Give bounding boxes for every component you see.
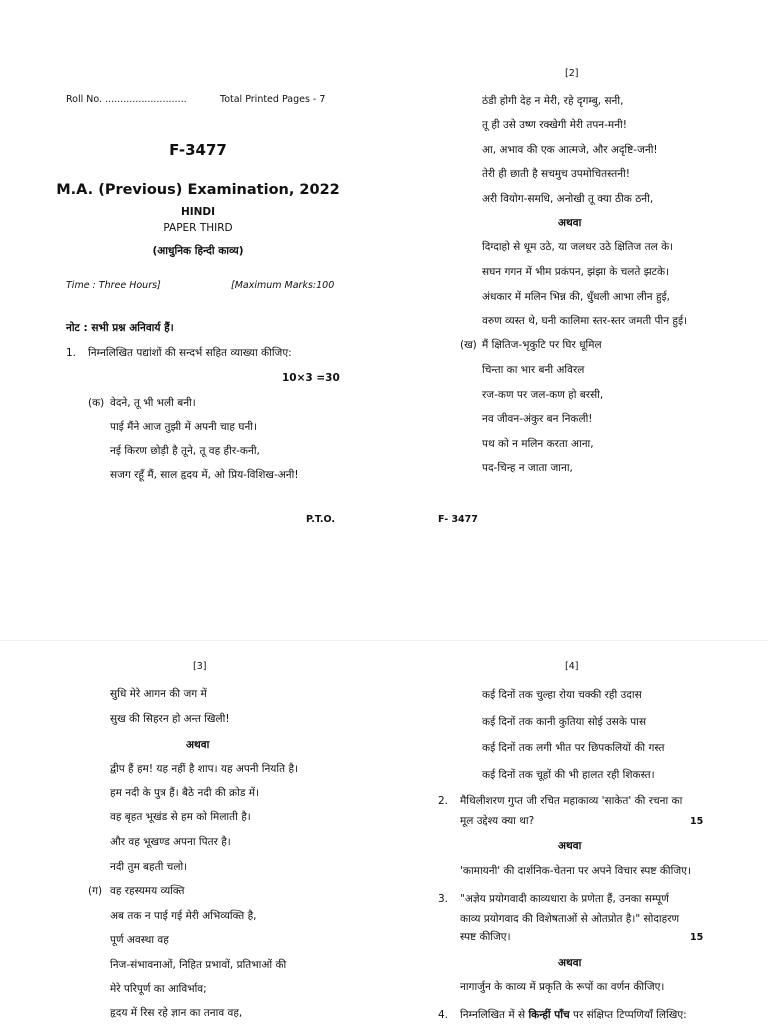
paper-code: F-3477 [169,141,227,159]
verse-line: अंधकार में मलिन भिन्न की, धुँधली आभा लीन हुई, [482,291,671,303]
question-4-text-post: पर संक्षिप्त टिप्पणियाँ लिखिए: [569,1009,687,1021]
verse-line: हम नदी के पुत्र हैं। बैठे नदी की क्रोड में। [110,787,260,799]
page-3 [0,640,384,1024]
question-4-text-pre: निम्नलिखित में से [460,1009,529,1021]
option-kha-line: मैं क्षितिज-भृकुटि पर घिर धूमिल [482,339,602,351]
option-ka-line: नई किरण छोड़ी है तूने, तू वह हीर-कनी, [110,445,260,457]
verse-line: दिग्दाहो से धूम उठे, या जलधर उठे क्षितिज तल के। [482,241,674,253]
maximum-marks: [Maximum Marks:100 [231,280,335,291]
footer-paper-code: F- 3477 [438,514,478,525]
option-kha-line: रज-कण पर जल-कण हो बरसी, [482,389,604,401]
poem-line: कई दिनों तक लगी भीत पर छिपकलियों की गस्त [482,742,665,754]
question-3-text: "अज्ञेय प्रयोगवादी काव्यधारा के प्रणेता हैं, उनका सम्पूर्ण [460,893,669,905]
exam-time: Time : Three Hours] [66,280,161,291]
verse-line: वह बृहत भूखंड से हम को मिलाती है। [110,811,251,823]
verse-line: तेरी ही छाती है सचमुच उपमोचितस्तनी! [482,168,630,180]
option-kha-line: नव जीवन-अंकुर बन निकली! [482,413,593,425]
verse-line: तू ही उसे उष्ण रक्खेगी मेरी तपन-मनी! [482,119,627,131]
question-3-alternative: नागार्जुन के काव्य में प्रकृति के रूपों का वर्णन कीजिए। [460,981,665,993]
page-number: [3] [193,661,207,672]
question-2-text: मैथिलीशरण गुप्त जी रचित महाकाव्य 'साकेत' की रचना का [460,795,683,807]
question-4-text [460,1008,687,1022]
exam-title: M.A. (Previous) Examination, 2022 [56,182,340,198]
option-ga-line: पूर्ण अवस्था वह [110,934,169,946]
please-turn-over: P.T.O. [306,514,335,525]
question-2-number: 2. [438,795,449,807]
verse-line: द्वीप हैं हम! यह नहीं है शाप। यह अपनी नियति है। [110,763,298,775]
option-ka-line: सजग रहूँ मैं, साल हृदय में, ओ प्रिय-विशिख-अनी! [110,469,299,481]
question-3-number: 3. [438,893,449,905]
roll-number: Roll No. ........................... [66,94,187,105]
athava-heading: अथवा [186,739,210,751]
question-1-marks: 10×3 =30 [282,372,340,384]
athava-heading: अथवा [558,957,582,969]
verse-line: सघन गगन में भीम प्रकंपन, झंझा के चलते झटके। [482,266,670,278]
question-1-text: निम्नलिखित पद्यांशों की सन्दर्भ सहित व्याख्या कीजिए: [88,347,292,359]
athava-heading: अथवा [558,840,582,852]
question-1-number: 1. [66,347,77,359]
paper-name: (आधुनिक हिन्दी काव्य) [152,245,244,257]
verse-line: अरी वियोग-समधि, अनोखी तू क्या ठीक ठनी, [482,193,654,205]
page-2 [384,0,768,640]
verse-line: ठंडी होगी देह न मेरी, रहे दृगम्बु, सनी, [482,95,624,107]
verse-line: और वह भूखण्ड अपना पितर है। [110,836,231,848]
verse-line: आ, अभाव की एक आत्मजे, और अदृष्टि-जनी! [482,144,658,156]
poem-line: कई दिनों तक चूहों की भी हालत रही शिकस्त। [482,769,655,781]
poem-line: कई दिनों तक चुल्हा रोया चक्की रही उदास [482,689,642,701]
page-number: [4] [565,661,579,672]
question-4-number: 4. [438,1009,449,1021]
page-1 [0,0,384,640]
question-4-emphasis: किन्हीं पाँच [528,1009,570,1021]
page-number: [2] [565,68,579,79]
question-2-marks: 15 [690,816,704,827]
page-4 [384,640,768,1024]
option-ga-line: वह रहस्यमय व्यक्ति [110,885,185,897]
verse-line: वरुण व्यस्त थे, घनी कालिमा स्तर-स्तर जमती पीन हुई। [482,315,688,327]
option-ga-line: मेरे परिपूर्ण का आविर्भाव; [110,983,207,995]
option-kha-line: चिन्ता का भार बनी अविरल [482,364,585,376]
option-kha-line: पथ को न मलिन करता आना, [482,438,594,450]
option-ga-label: (ग) [88,885,103,897]
option-ga-line: हृदय में रिस रहे ज्ञान का तनाव वह, [110,1007,243,1019]
option-kha-line: पद-चिन्ह न जाता जाना, [482,462,573,474]
paper-number: PAPER THIRD [163,222,233,234]
option-ga-line: अब तक न पाई गई मेरी अभिव्यक्ति है, [110,910,257,922]
question-3-text: काव्य प्रयोगवाद की विशेषताओं से ओतप्रोत है।" सोदाहरण [460,913,680,925]
verse-line: सुख की सिहरन हो अन्त खिली! [110,713,230,725]
instruction-note: नोट : सभी प्रश्न अनिवार्य हैं। [66,322,174,334]
athava-heading: अथवा [558,217,582,229]
poem-line: कई दिनों तक कानी कुतिया सोई उसके पास [482,716,647,728]
option-ka-line: वेदने, तू भी भली बनी। [110,397,196,409]
subject-name: HINDI [180,206,216,218]
option-ka-label: (क) [88,397,105,409]
verse-line: नदी तुम बहती चलो। [110,861,188,873]
verse-line: सुधि मेरे आगन की जग में [110,688,207,700]
option-kha-label: (ख) [460,339,477,351]
option-ga-line: निज-संभावनाओं, निहित प्रभावों, प्रतिभाओं की [110,959,287,971]
question-3-text: स्पष्ट कीजिए। [460,931,511,943]
question-2-alternative: 'कामायनी' की दार्शनिक-चेतना पर अपने विचार स्पष्ट कीजिए। [460,865,691,877]
question-2-text: मूल उद्देश्य क्या था? [460,815,535,827]
option-ka-line: पाई मैंने आज तुझी में अपनी चाह घनी। [110,421,257,433]
total-printed-pages: Total Printed Pages - 7 [220,94,326,105]
question-3-marks: 15 [690,932,704,943]
